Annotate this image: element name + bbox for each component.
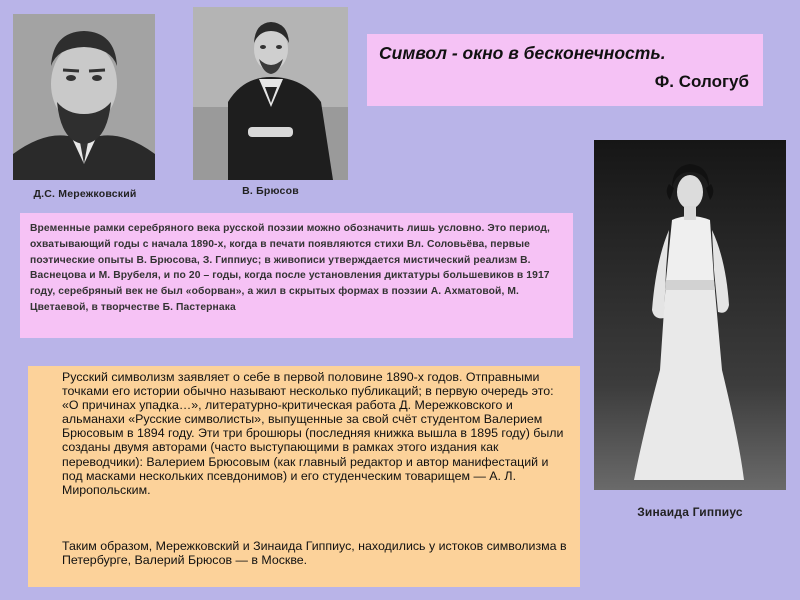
portrait-gippius — [594, 140, 786, 490]
quote-text: Символ - окно в бесконечность. — [379, 43, 666, 63]
intro-text-box — [20, 213, 573, 338]
main-paragraph-2: Таким образом, Мережковский и Зинаида Гиппиус, находились у истоков символизма в Петербурге, Валерий Брюсов — в Москве. — [62, 539, 567, 568]
portrait-merezhkovsky — [13, 14, 155, 180]
quote-author: Ф. Сологуб — [654, 72, 749, 91]
portrait-gippius-image — [594, 140, 786, 490]
caption-gippius: Зинаида Гиппиус — [637, 505, 743, 519]
portrait-bryusov — [193, 7, 348, 180]
main-text-box — [28, 366, 580, 587]
intro-paragraph: Временные рамки серебряного века русской поэзии можно обозначить лишь условно. Это период, охватывающий годы с начала 1890-х, когда в печати появляются стихи Вл. Соловьёва, первые поэтические опыты В. Брюсова, З. Гиппиус; в живописи утверждается мистический реализм В. Васнецова и М. Врубеля, и по 20 – годы, когда после установления диктатуры большевиков в 1917 году, серебряный век не был «оборван», а жил в скрытых формах в поэзии А. Ахматовой, М. Цветаевой, в творчестве Б. Пастернака — [30, 223, 550, 313]
caption-bryusov: В. Брюсов — [242, 185, 299, 197]
portrait-merezhkovsky-image — [13, 14, 155, 180]
portrait-bryusov-image — [193, 7, 348, 180]
main-paragraph-1: Русский символизм заявляет о себе в первой половине 1890-х годов. Отправными точками его истории обычно называют несколько публикаций; в первую очередь это: «О причинах упадка…», литературно-критическая работа Д. Мережковского и альманахи «Русские символисты», выпущенные за свой счёт студентом Валерием Брюсовым в 1894 году. Эти три брошюры (последняя книжка вышла в 1895 году) были созданы двумя авторами (часто выступающими в рамках этого издания как переводчики): Валерием Брюсовым (как главный редактор и автор манифестаций и под масками нескольких псевдонимов) и его студенческим товарищем — А. Л. Миропольским. — [62, 370, 564, 497]
quote-box — [367, 34, 763, 106]
caption-merezhkovsky: Д.С. Мережковский — [33, 188, 137, 200]
